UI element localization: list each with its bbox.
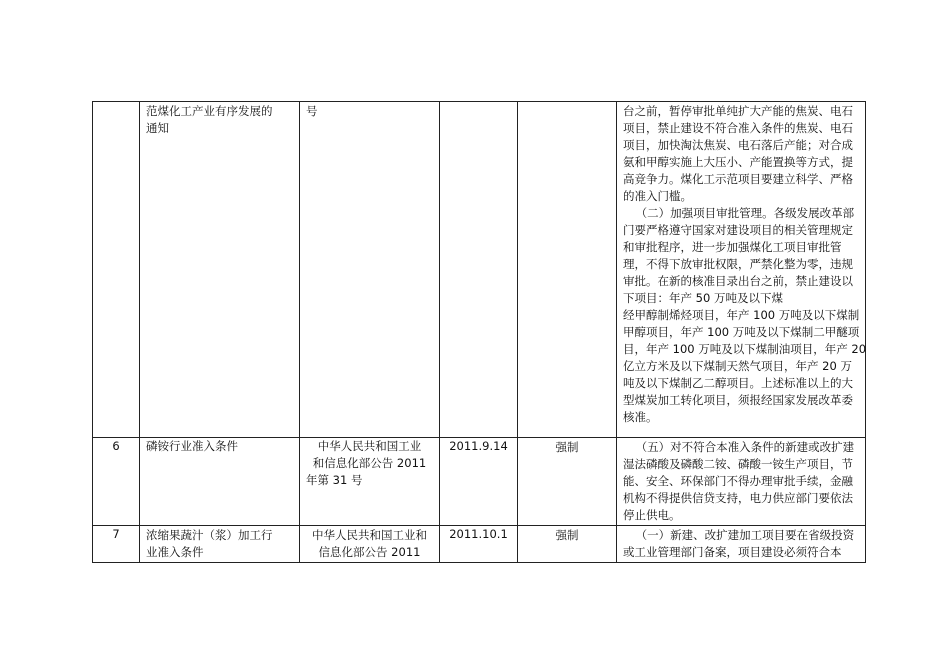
issuer-line: 中华人民共和国工业 [317, 439, 422, 453]
content-line: 项目，禁止建设不符合准入条件的焦炭、电石 [623, 121, 853, 135]
content-line: （二）加强项目审批管理。各级发展改革部 [635, 206, 855, 220]
issuer-and-doc-number [300, 438, 440, 526]
table-row [93, 438, 866, 526]
nature: 强制 [518, 438, 617, 526]
content-line: 经甲醇制烯烃项目，年产 100 万吨及以下煤制 [623, 308, 860, 322]
issuer-line: 年第 31 号 [306, 473, 363, 487]
regulation-name [140, 438, 300, 526]
effective-date: 2011.10.1 [440, 526, 518, 563]
regulation-table [92, 101, 866, 563]
related-content [617, 102, 866, 438]
regulation-name-line: 磷铵行业准入条件 [146, 439, 238, 453]
effective-date [440, 102, 518, 438]
content-line: 或工业管理部门备案，项目建设必须符合本 [623, 545, 842, 559]
table-row [93, 102, 866, 438]
content-line: 下项目：年产 50 万吨及以下煤 [623, 291, 783, 305]
content-line: 湿法磷酸及磷酸二铵、磷酸一铵生产项目，节 [623, 457, 853, 471]
issuer-line: 信息化部公告 2011 [318, 545, 421, 559]
content-line: 门要严格遵守国家对建设项目的相关管理规定 [623, 223, 853, 237]
content-line: （五）对不符合本准入条件的新建或改扩建 [635, 440, 855, 454]
related-content [617, 526, 866, 563]
content-line: 停止供电。 [623, 508, 681, 522]
table-row [93, 526, 866, 563]
content-line: 型煤炭加工转化项目，须报经国家发展改革委 [623, 393, 853, 407]
issuer-and-doc-number [300, 526, 440, 563]
effective-date: 2011.9.14 [440, 438, 518, 526]
content-line: 机构不得提供信贷支持，电力供应部门要依法 [623, 491, 853, 505]
regulation-name [140, 102, 300, 438]
content-line: 核准。 [623, 410, 658, 424]
content-line: 目，年产 100 万吨及以下煤制油项目，年产 20 [623, 342, 867, 356]
nature: 强制 [518, 526, 617, 563]
content-line: 高竞争力。煤化工示范项目要建立科学、严格 [623, 172, 853, 186]
content-line: 和审批程序，进一步加强煤化工项目审批管 [623, 240, 842, 254]
content-line: 甲醇项目，年产 100 万吨及以下煤制二甲醚项 [623, 325, 860, 339]
regulation-name [140, 526, 300, 563]
row-number: 7 [93, 526, 140, 563]
row-number: 6 [93, 438, 140, 526]
content-line: 的准入门槛。 [623, 189, 692, 203]
regulation-name-line: 范煤化工产业有序发展的 [146, 104, 273, 118]
content-line: 审批。在新的核准目录出台之前，禁止建设以 [623, 274, 853, 288]
issuer-line: 和信息化部公告 2011 [312, 456, 427, 470]
regulation-name-line: 通知 [146, 121, 169, 135]
issuer-line: 中华人民共和国工业和 [312, 528, 427, 542]
content-line: 台之前，暂停审批单纯扩大产能的焦炭、电石 [623, 104, 853, 118]
content-line: 亿立方米及以下煤制天然气项目，年产 20 万 [623, 359, 852, 373]
content-line: 能、安全、环保部门不得办理审批手续，金融 [623, 474, 853, 488]
content-line: 吨及以下煤制乙二醇项目。上述标准以上的大 [623, 376, 853, 390]
related-content [617, 438, 866, 526]
regulation-name-line: 业准入条件 [146, 545, 204, 559]
content-line: 项目，加快淘汰焦炭、电石落后产能；对合成 [623, 138, 853, 152]
row-number [93, 102, 140, 438]
issuer-line: 号 [306, 104, 318, 118]
nature [518, 102, 617, 438]
content-line: 理，不得下放审批权限，严禁化整为零，违规 [623, 257, 853, 271]
regulation-name-line: 浓缩果蔬汁（浆）加工行 [146, 528, 273, 542]
issuer-and-doc-number [300, 102, 440, 438]
content-line: 氨和甲醇实施上大压小、产能置换等方式，提 [623, 155, 853, 169]
content-line: （一）新建、改扩建加工项目要在省级投资 [635, 528, 855, 542]
